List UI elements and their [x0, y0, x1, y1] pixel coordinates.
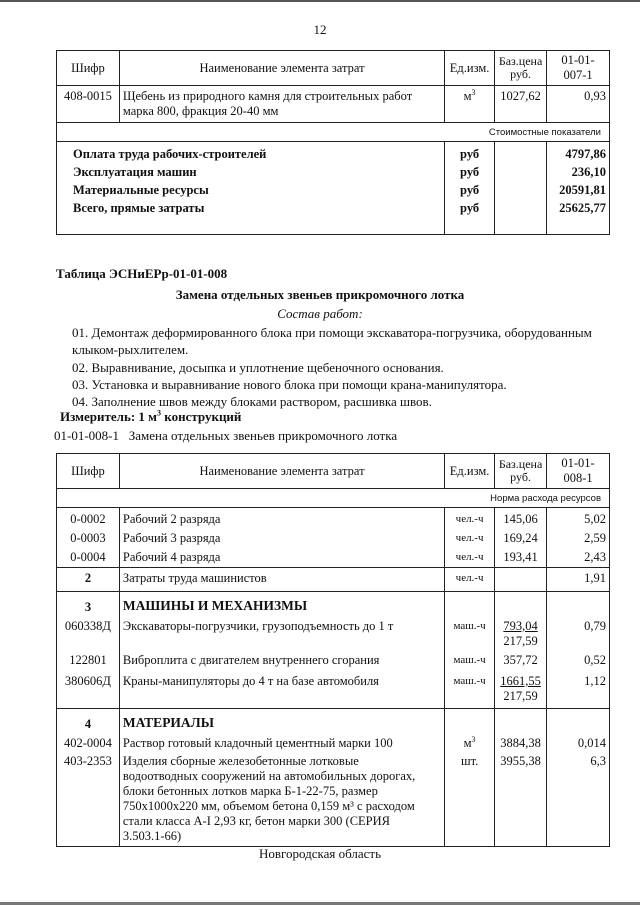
header-unit: Ед.изм. [445, 51, 495, 86]
cost-table-007 [56, 50, 610, 235]
row-name-multiline: Изделия сборные железобетонные лотковые водоотводных сооружений на автомобильных дорогах, блоки бетонных лотков марка Б-1-22-75, размер 750х1000х220 мм, объемом бетона 0,159 м³ с расходом стали класса А-I 2,93 кг, бетон марки 300 (СЕРИЯ 3.503.1-66) [119, 751, 444, 847]
table-subtitle: Замена отдельных звеньев прикромочного лотка [175, 287, 465, 302]
summary-row: Всего, прямые затраты руб 25625,77 [57, 198, 610, 235]
table-row: 380606Д Краны-манипуляторы до 4 т на базе автомобиля маш.-ч 1661,55 217,59 1,12 [57, 668, 610, 709]
table-row: 0-0002 Рабочий 2 разряда чел.-ч 145,06 5,02 [57, 508, 610, 528]
page-top-border [0, 0, 640, 2]
materials-section-header: 4 МАТЕРИАЛЫ [57, 709, 610, 733]
row-code: 408-0015 [57, 86, 120, 123]
table-header [57, 51, 610, 86]
work-step: 02. Выравнивание, досыпка и уплотнение щебеночного основания. [72, 360, 444, 375]
measure-unit: Измеритель: 1 $м^3$ конструкций [60, 408, 242, 424]
table-row: 122801 Виброплита с двигателем внутреннего сгорания маш.-ч 357,72 0,52 [57, 649, 610, 668]
operators-row: 2 Затраты труда машинистов чел.-ч 1,91 [57, 568, 610, 592]
summary-row: Эксплуатация машин руб 236,10 [57, 162, 610, 180]
machines-section-header: 3 МАШИНЫ И МЕХАНИЗМЫ [57, 592, 610, 616]
header-code: Шифр [57, 454, 120, 489]
page-number: 12 [313, 22, 327, 37]
resource-table-008 [56, 453, 610, 847]
work-composition-title: Состав работ: [277, 306, 363, 321]
summary-row: Оплата труда рабочих-строителей руб 4797,86 [57, 142, 610, 163]
table-row: 403-2353 Изделия сборные железобетонные лотковые водоотводных сооружений на автомобильных дорогах, блоки бетонных лотков марка Б-1-22-75, размер 750х1000х220 мм, объемом бетона 0,159 м³ с расходом стали класса А-I 2,93 кг, бетон марки 300 (СЕРИЯ 3.503.1-66) шт. 3955,38 6,3 [57, 751, 610, 847]
work-step: 03. Установка и выравнивание нового блока при помощи крана-манипулятора. [72, 377, 507, 392]
summary-row: Материальные ресурсы руб 20591,81 [57, 180, 610, 198]
work-step: 01. Демонтаж деформированного блока при помощи экскаватора-погрузчика, оборудованным клыком-рыхлителем. [72, 325, 592, 357]
table-row: 060338Д Экскаваторы-погрузчики, грузоподъемность до 1 т маш.-ч 793,04 217,59 0,79 [57, 615, 610, 649]
row-unit: $м^3$ [445, 86, 495, 123]
work-step: 04. Заполнение швов между блоками раствором, расшивка швов. [72, 394, 432, 409]
header-price: Баз.цена руб. [495, 51, 547, 86]
header-name: Наименование элемента затрат [119, 454, 444, 489]
header-norm-code: 01-01-007-1 [547, 51, 610, 86]
header-name: Наименование элемента затрат [119, 51, 444, 86]
row-price: 1027,62 [495, 86, 547, 123]
table-header [57, 454, 610, 489]
norm-code-line: 01-01-008-1 Замена отдельных звеньев прикромочного лотка [54, 428, 398, 443]
table-row: 0-0003 Рабочий 3 разряда чел.-ч 169,24 2,59 [57, 527, 610, 546]
table-row [57, 86, 610, 123]
row-name: Щебень из природного камня для строительных работ марка 800, фракция 20-40 мм [119, 86, 444, 123]
table-row: 0-0004 Рабочий 4 разряда чел.-ч 193,41 2,43 [57, 546, 610, 568]
row-value: 0,93 [547, 86, 610, 123]
table-row: 402-0004 Раствор готовый кладочный цементный марки 100 $м^3$ 3884,38 0,014 [57, 732, 610, 751]
header-norm-code: 01-01-008-1 [547, 454, 610, 489]
header-price: Баз.цена руб. [495, 454, 547, 489]
header-code: Шифр [57, 51, 120, 86]
table-title: Таблица ЭСНиЕРр-01-01-008 [56, 266, 228, 281]
section-note-norm: Норма расхода ресурсов [57, 489, 610, 508]
section-note-cost: Стоимостные показатели [57, 123, 610, 142]
page-footer-region: Новгородская область [258, 846, 382, 861]
header-unit: Ед.изм. [445, 454, 495, 489]
